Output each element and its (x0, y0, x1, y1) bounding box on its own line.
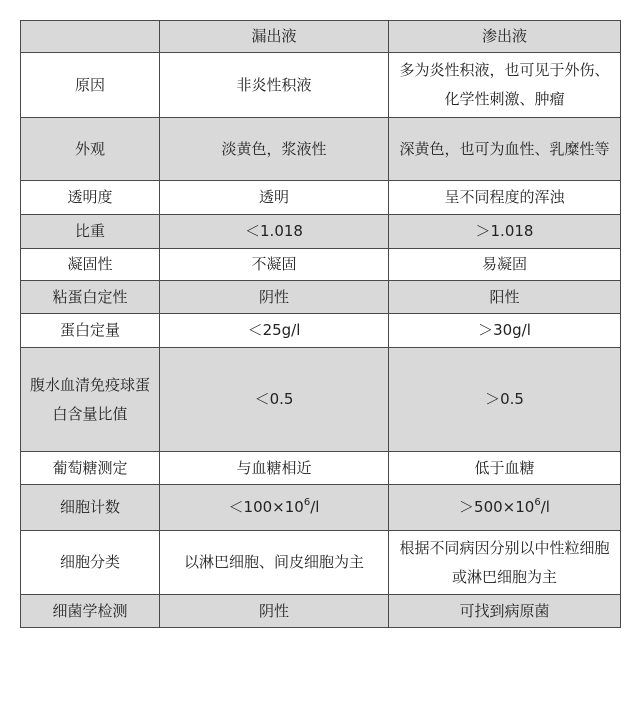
exudate-cell: 多为炎性积液，也可见于外伤、化学性刺激、肿瘤 (389, 53, 621, 118)
exudate-cell: 呈不同程度的浑浊 (389, 181, 621, 215)
transudate-cell: 非炎性积液 (160, 53, 389, 118)
header-cell-exudate: 渗出液 (389, 21, 621, 53)
transudate-cell: 阴性 (160, 595, 389, 628)
header-row (21, 21, 621, 53)
exudate-cell (389, 485, 621, 531)
row-label: 细菌学检测 (21, 595, 160, 628)
table-row (21, 485, 621, 531)
header-cell-empty (21, 21, 160, 53)
table-row (21, 181, 621, 215)
row-label: 外观 (21, 118, 160, 181)
row-label: 细胞计数 (21, 485, 160, 531)
table-row (21, 249, 621, 281)
exudate-cell: 可找到病原菌 (389, 595, 621, 628)
transudate-cell: ＜0.5 (160, 348, 389, 452)
exudate-cell: 阳性 (389, 281, 621, 314)
transudate-cell: 透明 (160, 181, 389, 215)
table-row (21, 452, 621, 485)
transudate-cell (160, 485, 389, 531)
row-label: 透明度 (21, 181, 160, 215)
row-label: 原因 (21, 53, 160, 118)
table-row (21, 281, 621, 314)
table-row (21, 215, 621, 249)
exudate-count-unit: /l (540, 498, 550, 516)
transudate-cell: 以淋巴细胞、间皮细胞为主 (160, 531, 389, 595)
exudate-cell: 低于血糖 (389, 452, 621, 485)
exudate-cell: ＞0.5 (389, 348, 621, 452)
transudate-count-unit: /l (310, 498, 320, 516)
row-label: 凝固性 (21, 249, 160, 281)
exudate-cell: ＞1.018 (389, 215, 621, 249)
exudate-count-prefix: ＞500×10 (459, 498, 535, 516)
transudate-cell: 不凝固 (160, 249, 389, 281)
comparison-table (20, 20, 621, 628)
table-row (21, 595, 621, 628)
row-label: 粘蛋白定性 (21, 281, 160, 314)
header-cell-transudate: 漏出液 (160, 21, 389, 53)
exudate-count-exponent: 6 (534, 497, 541, 508)
row-label: 蛋白定量 (21, 314, 160, 348)
exudate-cell: 根据不同病因分别以中性粒细胞或淋巴细胞为主 (389, 531, 621, 595)
transudate-count-prefix: ＜100×10 (228, 498, 304, 516)
transudate-cell: ＜25g/l (160, 314, 389, 348)
table-row (21, 314, 621, 348)
table-row (21, 348, 621, 452)
transudate-cell: 与血糖相近 (160, 452, 389, 485)
exudate-cell: ＞30g/l (389, 314, 621, 348)
table-row (21, 118, 621, 181)
table-row (21, 531, 621, 595)
transudate-count-exponent: 6 (303, 497, 311, 508)
transudate-cell: 淡黄色，浆液性 (160, 118, 389, 181)
transudate-cell: 阴性 (160, 281, 389, 314)
row-label: 葡萄糖测定 (21, 452, 160, 485)
exudate-cell: 易凝固 (389, 249, 621, 281)
table-row (21, 53, 621, 118)
row-label: 比重 (21, 215, 160, 249)
row-label: 腹水血清免疫球蛋白含量比值 (21, 348, 160, 452)
transudate-cell: ＜1.018 (160, 215, 389, 249)
exudate-cell: 深黄色，也可为血性、乳糜性等 (389, 118, 621, 181)
row-label: 细胞分类 (21, 531, 160, 595)
